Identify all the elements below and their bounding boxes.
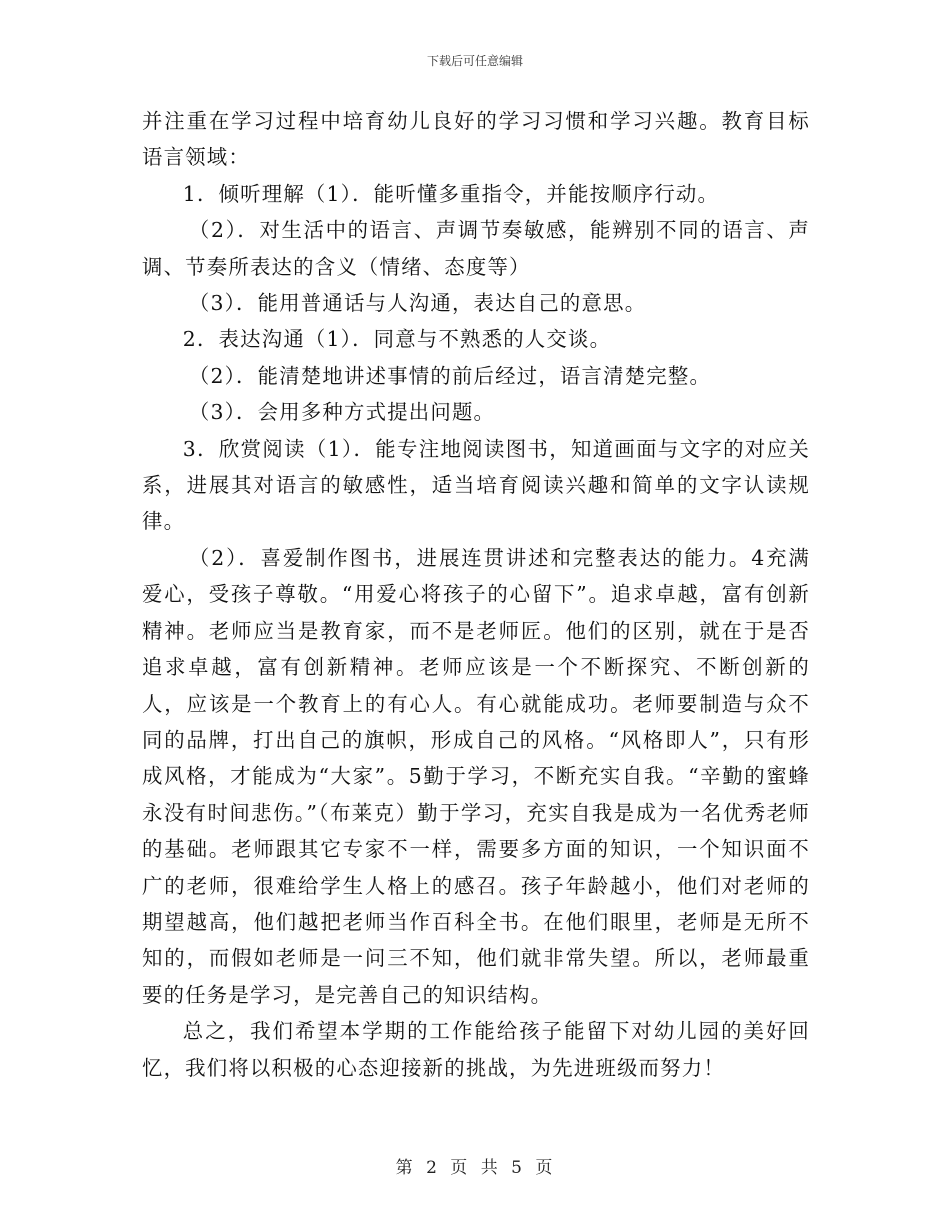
paragraph-listening-2: （2）．对生活中的语言、声调节奏敏感，能辨别不同的语言、声调、节奏所表达的含义（情绪、态度等） <box>142 218 810 279</box>
paragraph-expression-2: （2）．能清楚地讲述事情的前后经过，语言清楚完整。 <box>188 363 712 388</box>
paragraph-expression-3: （3）．会用多种方式提出问题。 <box>188 400 496 425</box>
paragraph-intro: 并注重在学习过程中培育幼儿良好的学习习惯和学习兴趣。教育目标语言领域： <box>142 109 810 170</box>
page-number: 第 2 页 共 5 页 <box>395 1158 555 1178</box>
document-body <box>142 103 810 1086</box>
paragraph-expression-1: 2．表达沟通（1）．同意与不熟悉的人交谈。 <box>182 327 612 352</box>
paragraph-listening-1: 1．倾听理解（1）．能听懂多重指令，并能按顺序行动。 <box>182 181 720 206</box>
paragraph-listening-3: （3）．能用普通话与人沟通，表达自己的意思。 <box>188 291 647 316</box>
paragraph-conclusion: 总之，我们希望本学期的工作能给孩子能留下对幼儿园的美好回忆，我们将以积极的心态迎接新的挑战，为先进班级而努力！ <box>142 1019 810 1080</box>
page-header: 下载后可任意编辑 <box>426 54 523 68</box>
paragraph-reading-2: （2）．喜爱制作图书，进展连贯讲述和完整表达的能力。4充满爱心，受孩子尊敬。“用爱心将孩子的心留下”。追求卓越，富有创新精神。老师应当是教育家，而不是老师匠。他们的区别，就在于是否追求卓越，富有创新精神。老师应该是一个不断探究、不断创新的人，应该是一个教育上的有心人。有心就能成功。老师要制造与众不同的品牌，打出自己的旗帜，形成自己的风格。“风格即人”，只有形成风格，才能成为“大家”。5勤于学习，不断充实自我。“辛勤的蜜蜂永没有时间悲伤。”（布莱克）勤于学习，充实自我是成为一名优秀老师的基础。老师跟其它专家不一样，需要多方面的知识，一个知识面不广的老师，很难给学生人格上的感召。孩子年龄越小，他们对老师的期望越高，他们越把老师当作百科全书。在他们眼里，老师是无所不知的，而假如老师是一问三不知，他们就非常失望。所以，老师最重要的任务是学习，是完善自己的知识结构。 <box>142 545 810 1007</box>
paragraph-reading-1: 3．欣赏阅读（1）．能专注地阅读图书，知道画面与文字的对应关系，进展其对语言的敏感性，适当培育阅读兴趣和简单的文字认读规律。 <box>142 436 810 534</box>
